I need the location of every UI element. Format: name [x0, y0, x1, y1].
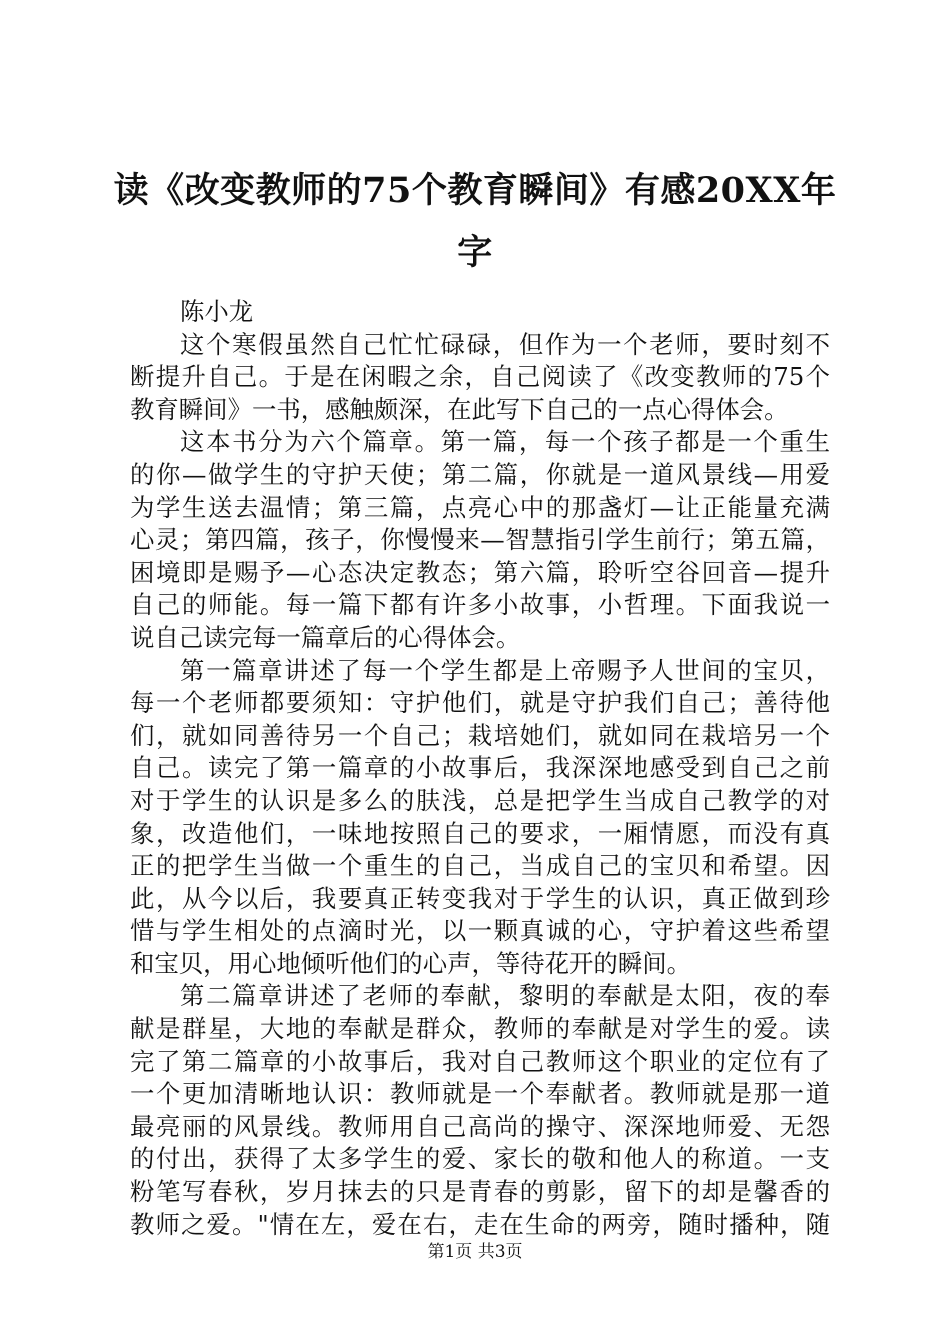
paragraph-line: 为学生送去温情；第三篇，点亮心中的那盏灯—让正能量充满	[130, 492, 830, 522]
paragraph-line: 断提升自己。于是在闲暇之余，自己阅读了《改变教师的75个	[130, 362, 830, 392]
paragraph-line: 这本书分为六个篇章。第一篇，每一个孩子都是一个重生	[180, 427, 830, 457]
paragraph-line: 第一篇章讲述了每一个学生都是上帝赐予人世间的宝贝，	[180, 655, 830, 685]
paragraph-line: 们，就如同善待另一个自己；栽培她们，就如同在栽培另一个	[130, 720, 830, 750]
paragraph-line: 自己。读完了第一篇章的小故事后，我深深地感受到自己之前	[130, 753, 830, 783]
document-title	[110, 160, 840, 284]
paragraph-line: 心灵；第四篇，孩子，你慢慢来—智慧指引学生前行；第五篇，	[130, 525, 830, 555]
paragraph-line: 每一个老师都要须知：守护他们，就是守护我们自己；善待他	[130, 688, 830, 718]
paragraph-line: 教师之爱。"情在左，爱在右，走在生命的两旁，随时播种，随	[130, 1209, 830, 1239]
paragraph-line: 困境即是赐予—心态决定教态；第六篇，聆听空谷回音—提升	[130, 557, 830, 587]
title-line-1: 读《改变教师的75个教育瞬间》有感20XX年	[113, 170, 837, 211]
author-name: 陈小龙	[180, 297, 254, 326]
paragraph-line: 一个更加清晰地认识：教师就是一个奉献者。教师就是那一道	[130, 1079, 830, 1109]
paragraph-line: 象，改造他们，一味地按照自己的要求，一厢情愿，而没有真	[130, 818, 830, 848]
paragraph-line: 的你—做学生的守护天使；第二篇，你就是一道风景线—用爱	[130, 459, 830, 489]
paragraph-line: 最亮丽的风景线。教师用自己高尚的操守、深深地师爱、无怨	[130, 1111, 830, 1141]
page-footer	[0, 1240, 950, 1264]
paragraph-line: 正的把学生当做一个重生的自己，当成自己的宝贝和希望。因	[130, 851, 830, 881]
paragraph-line: 第二篇章讲述了老师的奉献，黎明的奉献是太阳，夜的奉	[180, 981, 830, 1011]
title-line-2: 字	[457, 232, 493, 273]
paragraph-line: 和宝贝，用心地倾听他们的心声，等待花开的瞬间。	[130, 948, 691, 978]
page-number: 第1页 共3页	[427, 1242, 523, 1262]
paragraph-line: 完了第二篇章的小故事后，我对自己教师这个职业的定位有了	[130, 1046, 830, 1076]
paragraph-line: 这个寒假虽然自己忙忙碌碌，但作为一个老师，要时刻不	[180, 329, 830, 359]
paragraph-line: 教育瞬间》一书，感触颇深，在此写下自己的一点心得体会。	[130, 394, 789, 424]
paragraph-line: 惜与学生相处的点滴时光，以一颗真诚的心，守护着这些希望	[130, 916, 830, 946]
paragraph-line: 此，从今以后，我要真正转变我对于学生的认识，真正做到珍	[130, 883, 830, 913]
paragraph-line: 献是群星，大地的奉献是群众，教师的奉献是对学生的爱。读	[130, 1014, 830, 1044]
paragraph-line: 说自己读完每一篇章后的心得体会。	[130, 622, 521, 652]
paragraph-line: 的付出，获得了太多学生的爱、家长的敬和他人的称道。一支	[130, 1144, 830, 1174]
paragraph-line: 粉笔写春秋，岁月抹去的只是青春的剪影，留下的却是馨香的	[130, 1177, 830, 1207]
document-body	[130, 296, 830, 1241]
paragraph-line: 自己的师能。每一篇下都有许多小故事，小哲理。下面我说一	[130, 590, 830, 620]
paragraph-line: 对于学生的认识是多么的肤浅，总是把学生当成自己教学的对	[130, 785, 830, 815]
